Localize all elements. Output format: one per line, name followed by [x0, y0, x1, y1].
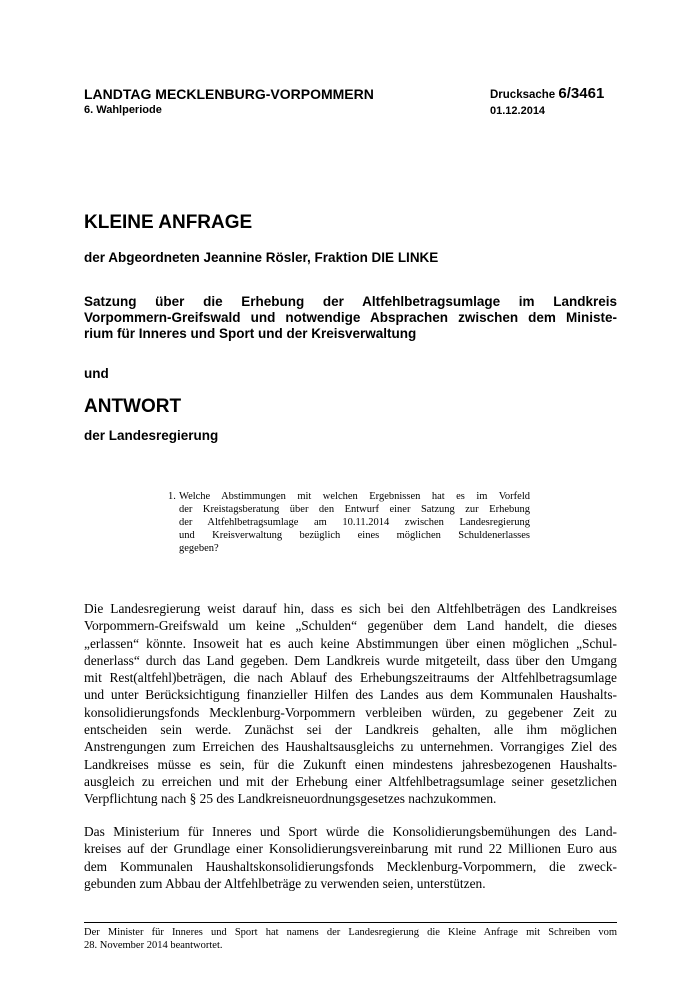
- question-line: Welche Abstimmungen mit welchen Ergebnissen hat es im Vorfeld: [179, 491, 530, 502]
- drucksache-label: Drucksache: [490, 89, 556, 101]
- footnote-line: 28. November 2014 beantwortet.: [84, 940, 223, 951]
- answer-line: Die Landesregierung weist darauf hin, dass es sich bei den Altfehlbeträgen des Landkreises: [84, 601, 617, 616]
- question-number: 1.: [168, 491, 176, 502]
- answer-line: denerlass“ durch das Land gegeben. Dem Landkreis wurde mitgeteilt, dass über den Umgang: [84, 652, 617, 668]
- document-date: 01.12.2014: [490, 105, 546, 117]
- parliament-name: LANDTAG MECKLENBURG-VORPOMMERN: [84, 86, 374, 102]
- question-line: und Kreisverwaltung bezüglich eines möglichen Schuldenerlasses: [179, 530, 530, 541]
- question-line: der Altfehlbetragsumlage am 10.11.2014 zwischen Landesregierung: [179, 517, 530, 528]
- answer-line: Anstrengungen zum Erreichen des Haushaltsausgleichs zu unternehmen. Vorrangiges Ziel des: [84, 739, 617, 755]
- answer-paragraph-2: [84, 823, 617, 892]
- answer-line: Vorpommern-Greifswald um keine „Schulden“ gegenüber dem Land handelt, die dieses: [84, 618, 617, 634]
- question-block: [168, 490, 530, 555]
- answer-line: kreises auf der Grundlage einer Konsolidierungsvereinbarung mit rund 22 Millionen Euro aus: [84, 841, 617, 857]
- drucksache-info: [490, 86, 604, 119]
- abgeordnete-line: der Abgeordneten Jeannine Rösler, Fraktion DIE LINKE: [84, 250, 439, 265]
- answer-line: und unter Berücksichtigung finanzieller Hilfen des Landes aus dem Kommunalen Haushalts-: [84, 687, 617, 703]
- answer-line: dem Kommunalen Haushaltskonsolidierungsfonds Mecklenburg-Vorpommern, die zweck-: [84, 858, 617, 874]
- antwort-heading: ANTWORT: [84, 396, 182, 417]
- answer-line: „erlassen“ könnte. Insoweit hat es auch keine Abstimmungen über einen möglichen „Schul-: [84, 635, 617, 651]
- question-line: der Kreistagsberatung über den Entwurf einer Satzung zur Erhebung: [179, 504, 530, 515]
- footnote: [84, 926, 617, 952]
- answer-paragraph-1: [84, 600, 617, 808]
- footnote-divider: [84, 922, 617, 923]
- answer-line: Landkreises müsse es sein, für die Zukunft einen mindestens jahresbezogenen Haushalts-: [84, 756, 617, 772]
- answer-line: Verpflichtung nach § 25 des Landkreisneuordnungsgesetzes nachzukommen.: [84, 791, 497, 807]
- drucksache-number: 6/3461: [558, 85, 605, 102]
- question-line: gegeben?: [179, 543, 219, 554]
- footnote-line: Der Minister für Inneres und Sport hat namens der Landesregierung die Kleine Anfrage mit Schreiben vom: [84, 927, 617, 938]
- subject-line: Vorpommern-Greifswald und notwendige Absprachen zwischen dem Ministe-: [84, 310, 617, 325]
- answer-line: Das Ministerium für Inneres und Sport würde die Konsolidierungsbemühungen des Land-: [84, 824, 617, 839]
- landesregierung-line: der Landesregierung: [84, 428, 219, 443]
- electoral-period: 6. Wahlperiode: [84, 104, 162, 116]
- answer-line: entscheiden sein werde. Zunächst sei der Landkreis gehalten, alle ihm möglichen: [84, 722, 617, 738]
- answer-line: ausgleich zu erreichen und mit der Erhebung einer Altfehlbetragsumlage seiner gesetzlichen: [84, 773, 617, 789]
- subject-line: rium für Inneres und Sport und der Kreisverwaltung: [84, 326, 417, 341]
- answer-line: konsolidierungsfonds Mecklenburg-Vorpommern verbleiben würden, zu gegebener Zeit zu: [84, 704, 617, 720]
- subject-line: Satzung über die Erhebung der Altfehlbetragsumlage im Landkreis: [84, 294, 617, 309]
- answer-line: gebunden zum Abbau der Altfehlbeträge zu verwenden seien, unterstützen.: [84, 875, 486, 891]
- question-text: [179, 490, 530, 555]
- kleine-anfrage-heading: KLEINE ANFRAGE: [84, 212, 253, 233]
- answer-line: mit Rest(altfehl)beträgen, die nach Ablauf des Erhebungszeitraums der Altfehlbetragsumlage: [84, 670, 617, 686]
- und-connector: und: [84, 366, 109, 381]
- document-header: [84, 86, 374, 118]
- inquiry-subject: [84, 294, 617, 342]
